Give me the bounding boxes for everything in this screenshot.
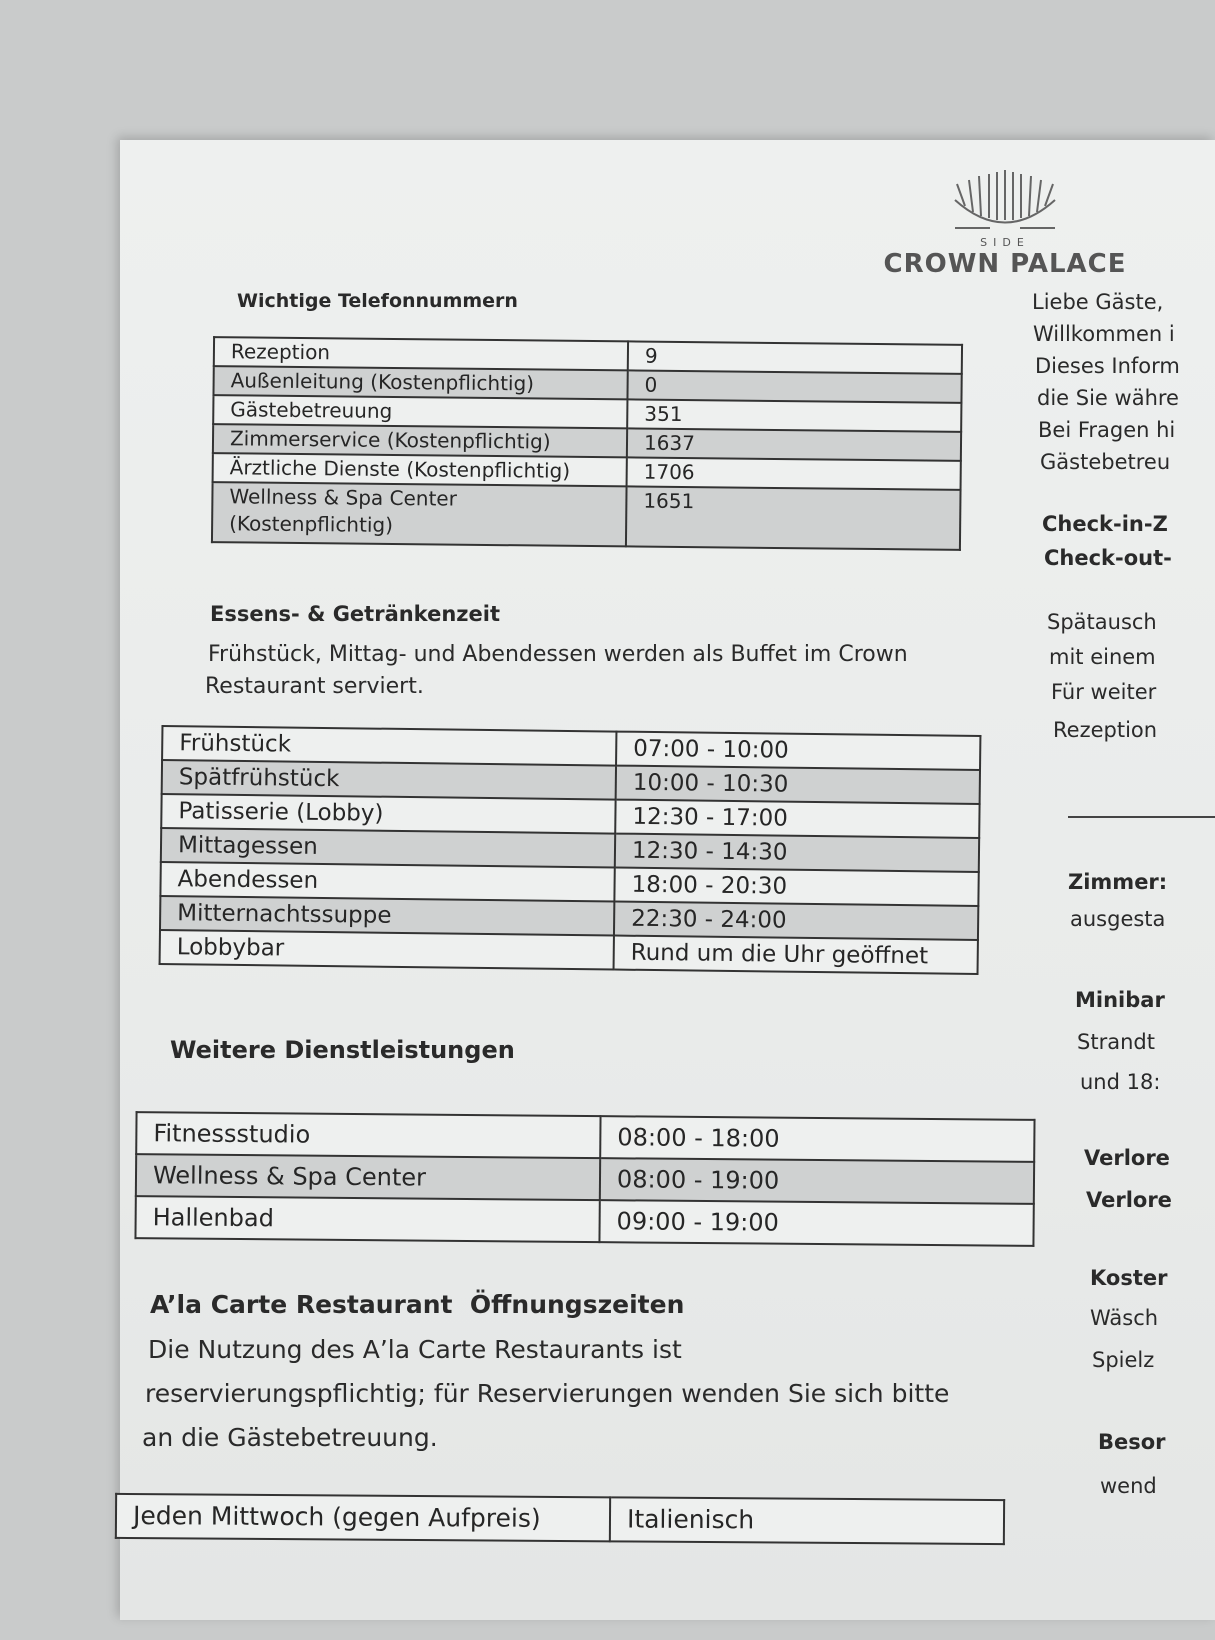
right-text: Verlore: [1086, 1188, 1172, 1212]
meal-label: Mitternachtssuppe: [160, 896, 614, 936]
service-time: 08:00 - 18:00: [600, 1116, 1034, 1162]
alacarte-table: [115, 1493, 1005, 1545]
right-text: ausgesta: [1070, 907, 1166, 931]
meal-time: 18:00 - 20:30: [614, 868, 978, 906]
phone-number: 1637: [627, 428, 961, 460]
logo-side: SIDE: [980, 236, 1030, 249]
meal-time: 22:30 - 24:00: [614, 902, 978, 940]
right-text: Besor: [1098, 1430, 1166, 1454]
right-text: Check-in-Z: [1042, 512, 1168, 536]
right-text: wend: [1100, 1474, 1157, 1498]
phone-number: 0: [627, 370, 961, 402]
phone-number: 1651: [626, 486, 961, 549]
right-text: Koster: [1090, 1266, 1168, 1290]
meal-time: 07:00 - 10:00: [616, 732, 980, 770]
right-column-cutoff: [1030, 290, 1215, 1640]
alacarte-line-2: reservierungspflichtig; für Reservierungen wenden Sie sich bitte: [145, 1379, 950, 1408]
meal-label: Spätfrühstück: [162, 760, 616, 800]
right-text: Rezeption: [1053, 718, 1158, 742]
alacarte-title: A’la Carte Restaurant Öffnungszeiten: [150, 1290, 685, 1319]
document-sheet: [120, 140, 1215, 1620]
table-row: [135, 1196, 1033, 1246]
right-text: Willkommen i: [1033, 322, 1175, 346]
table-row: [212, 482, 961, 550]
alacarte-cuisine: Italienisch: [610, 1497, 1004, 1544]
hotel-logo: [880, 170, 1130, 290]
right-text: Bei Fragen hi: [1038, 418, 1176, 442]
service-time: 09:00 - 19:00: [599, 1200, 1033, 1246]
right-text: Check-out-: [1044, 546, 1172, 570]
meal-label: Abendessen: [160, 862, 614, 902]
right-text: Verlore: [1084, 1146, 1170, 1170]
phone-label: Rezeption: [214, 337, 628, 370]
alacarte-day: Jeden Mittwoch (gegen Aufpreis): [116, 1494, 610, 1541]
service-label: Wellness & Spa Center: [136, 1154, 600, 1200]
meals-intro-2: Restaurant serviert.: [205, 674, 424, 699]
meals-title: Essens- & Getränkenzeit: [210, 602, 500, 626]
phone-table: [211, 336, 963, 551]
phone-label: Gästebetreuung: [213, 395, 627, 428]
phone-number: 351: [627, 399, 961, 431]
phones-title: Wichtige Telefonnummern: [237, 290, 518, 312]
right-text: mit einem: [1049, 645, 1156, 669]
meal-time: Rund um die Uhr geöffnet: [614, 936, 978, 974]
right-text: Liebe Gäste,: [1032, 290, 1164, 314]
meal-times-table: [159, 725, 982, 975]
services-title: Weitere Dienstleistungen: [170, 1036, 515, 1064]
right-text: Zimmer:: [1068, 870, 1168, 894]
right-text: Gästebetreu: [1040, 450, 1171, 474]
right-text: Für weiter: [1051, 680, 1157, 704]
alacarte-line-3: an die Gästebetreuung.: [142, 1423, 438, 1452]
right-text: Strandt: [1077, 1030, 1155, 1054]
right-text: Spielz: [1092, 1348, 1155, 1372]
phone-label: Wellness & Spa Center (Kostenpflichtig): [212, 482, 627, 546]
alacarte-line-1: Die Nutzung des A’la Carte Restaurants ist: [148, 1335, 682, 1364]
right-text: Spätausch: [1047, 610, 1157, 634]
right-text: Minibar: [1075, 988, 1165, 1012]
right-text: Dieses Inform: [1035, 354, 1180, 378]
right-text: die Sie währe: [1037, 386, 1179, 410]
right-text: Wäsch: [1090, 1306, 1159, 1330]
phone-number: 9: [628, 341, 962, 373]
meal-label: Patisserie (Lobby): [161, 794, 615, 834]
right-text: und 18:: [1080, 1070, 1161, 1094]
phone-label: Ärztliche Dienste (Kostenpflichtig): [213, 453, 627, 486]
service-label: Hallenbad: [135, 1196, 599, 1242]
phone-label: Zimmerservice (Kostenpflichtig): [213, 424, 627, 457]
service-time: 08:00 - 19:00: [600, 1158, 1034, 1204]
table-row: [116, 1494, 1004, 1544]
meal-time: 12:30 - 14:30: [615, 834, 979, 872]
service-label: Fitnessstudio: [136, 1112, 600, 1158]
meal-label: Mittagessen: [161, 828, 615, 868]
divider-line: [1068, 816, 1215, 818]
meals-intro-1: Frühstück, Mittag- und Abendessen werden als Buffet im Crown: [208, 642, 908, 667]
phone-number: 1706: [627, 457, 961, 489]
logo-name: CROWN PALACE: [883, 249, 1127, 279]
crown-icon: [935, 170, 1075, 240]
meal-time: 10:00 - 10:30: [616, 766, 980, 804]
services-table: [134, 1111, 1035, 1247]
meal-label: Frühstück: [162, 726, 616, 766]
phone-label: Außenleitung (Kostenpflichtig): [213, 366, 627, 399]
meal-label: Lobbybar: [160, 930, 614, 970]
meal-time: 12:30 - 17:00: [615, 800, 979, 838]
